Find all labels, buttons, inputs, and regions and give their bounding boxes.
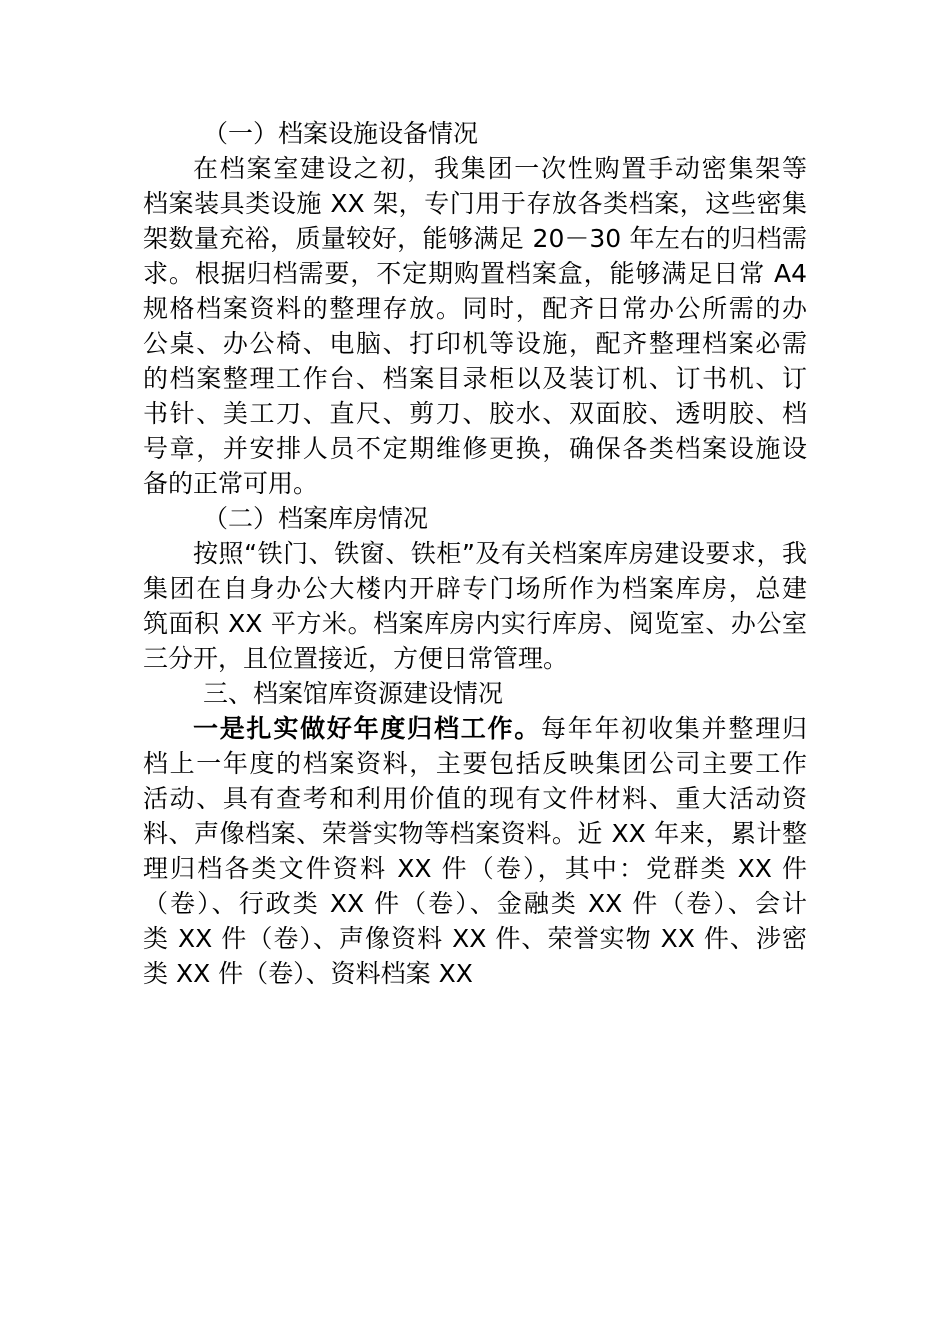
paragraph-line-last: 类 XX 件（卷）、资料档案 XX [143, 959, 473, 988]
paragraph-line-last: 三分开，且位置接近，方便日常管理。 [143, 644, 569, 673]
document-page [143, 116, 807, 991]
section-heading-resources: 三、档案馆库资源建设情况 [203, 679, 504, 708]
paragraph-line: 规格档案资料的整理存放。同时，配齐日常办公所需的办 [143, 294, 807, 323]
lead-bold-text: 一是扎实做好年度归档工作。 [193, 714, 542, 743]
lead-rest-text: 每年年初收集并整理归 [541, 714, 807, 743]
paragraph-line: （卷）、行政类 XX 件（卷）、金融类 XX 件（卷）、会计 [143, 889, 807, 918]
paragraph-line: 号章，并安排人员不定期维修更换，确保各类档案设施设 [143, 434, 807, 463]
paragraph-line-last: 备的正常可用。 [143, 469, 319, 498]
paragraph-line: 按照“铁门、铁窗、铁柜”及有关档案库房建设要求，我 [193, 539, 807, 568]
paragraph-line: 求。根据归档需要，不定期购置档案盒，能够满足日常 A4 [143, 259, 807, 288]
section-heading-facilities: （一）档案设施设备情况 [203, 119, 479, 148]
paragraph-line: 架数量充裕，质量较好，能够满足 20－30 年左右的归档需 [143, 224, 807, 253]
paragraph-line: 理归档各类文件资料 XX 件（卷），其中：党群类 XX 件 [143, 854, 807, 883]
section-heading-storage: （二）档案库房情况 [203, 504, 429, 533]
paragraph-line: 的档案整理工作台、档案目录柜以及装订机、订书机、订 [143, 364, 807, 393]
paragraph-line: 在档案室建设之初，我集团一次性购置手动密集架等 [193, 154, 807, 183]
paragraph-line: 集团在自身办公大楼内开辟专门场所作为档案库房，总建 [143, 574, 807, 603]
paragraph-line: 筑面积 XX 平方米。档案库房内实行库房、阅览室、办公室 [143, 609, 807, 638]
paragraph-line: 活动、具有查考和利用价值的现有文件材料、重大活动资 [143, 784, 807, 813]
paragraph-line: 档上一年度的档案资料，主要包括反映集团公司主要工作 [143, 749, 807, 778]
paragraph-line: 类 XX 件（卷）、声像资料 XX 件、荣誉实物 XX 件、涉密 [143, 924, 807, 953]
paragraph-line: 档案装具类设施 XX 架，专门用于存放各类档案，这些密集 [143, 189, 807, 218]
paragraph-lead-line [143, 711, 807, 746]
paragraph-line: 书针、美工刀、直尺、剪刀、胶水、双面胶、透明胶、档 [143, 399, 807, 428]
paragraph-line: 料、声像档案、荣誉实物等档案资料。近 XX 年来，累计整 [143, 819, 807, 848]
paragraph-line: 公桌、办公椅、电脑、打印机等设施，配齐整理档案必需 [143, 329, 807, 358]
